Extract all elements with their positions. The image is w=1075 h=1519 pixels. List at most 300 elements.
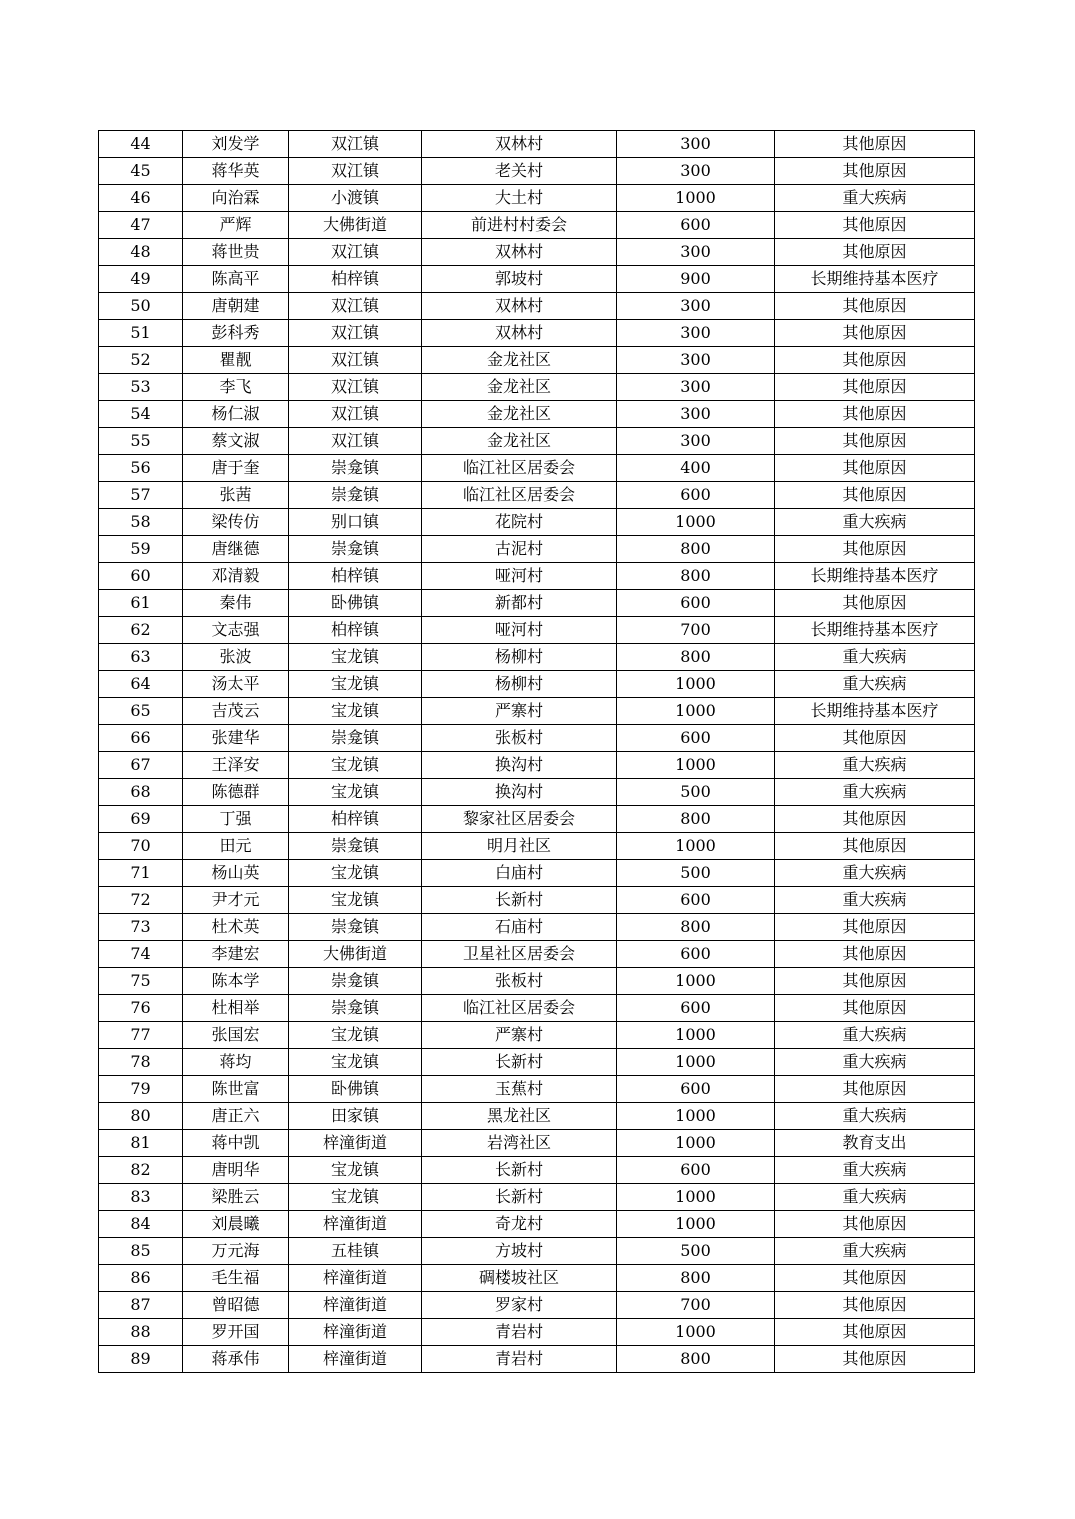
cell-index: 55	[99, 428, 183, 455]
cell-town: 崇龛镇	[289, 995, 422, 1022]
cell-town: 柏梓镇	[289, 266, 422, 293]
cell-name: 蒋世贵	[183, 239, 289, 266]
cell-reason: 重大疾病	[775, 1049, 975, 1076]
cell-village: 卫星社区居委会	[422, 941, 617, 968]
cell-amount: 800	[617, 1346, 775, 1373]
cell-index: 71	[99, 860, 183, 887]
table-row	[99, 347, 975, 374]
cell-amount: 1000	[617, 752, 775, 779]
cell-name: 刘发学	[183, 131, 289, 158]
cell-name: 刘晨曦	[183, 1211, 289, 1238]
cell-village: 双林村	[422, 239, 617, 266]
cell-name: 文志强	[183, 617, 289, 644]
cell-amount: 600	[617, 1076, 775, 1103]
cell-amount: 300	[617, 131, 775, 158]
cell-name: 罗开国	[183, 1319, 289, 1346]
table-row	[99, 131, 975, 158]
cell-name: 向治霖	[183, 185, 289, 212]
cell-name: 毛生福	[183, 1265, 289, 1292]
cell-amount: 1000	[617, 833, 775, 860]
cell-amount: 700	[617, 617, 775, 644]
cell-name: 瞿靓	[183, 347, 289, 374]
table-row	[99, 185, 975, 212]
cell-reason: 其他原因	[775, 833, 975, 860]
cell-reason: 其他原因	[775, 347, 975, 374]
cell-village: 白庙村	[422, 860, 617, 887]
cell-village: 罗家村	[422, 1292, 617, 1319]
cell-town: 双江镇	[289, 320, 422, 347]
cell-name: 汤太平	[183, 671, 289, 698]
cell-reason: 其他原因	[775, 806, 975, 833]
cell-village: 青岩村	[422, 1319, 617, 1346]
cell-village: 双林村	[422, 320, 617, 347]
cell-town: 小渡镇	[289, 185, 422, 212]
cell-town: 五桂镇	[289, 1238, 422, 1265]
cell-reason: 其他原因	[775, 1319, 975, 1346]
cell-village: 方坡村	[422, 1238, 617, 1265]
cell-reason: 长期维持基本医疗	[775, 617, 975, 644]
cell-amount: 300	[617, 239, 775, 266]
cell-index: 88	[99, 1319, 183, 1346]
cell-name: 蒋华英	[183, 158, 289, 185]
cell-name: 梁传仿	[183, 509, 289, 536]
cell-name: 杨山英	[183, 860, 289, 887]
cell-town: 别口镇	[289, 509, 422, 536]
cell-amount: 600	[617, 725, 775, 752]
cell-amount: 300	[617, 347, 775, 374]
cell-town: 大佛街道	[289, 941, 422, 968]
cell-name: 万元海	[183, 1238, 289, 1265]
table-row	[99, 752, 975, 779]
table-row	[99, 968, 975, 995]
table-row	[99, 617, 975, 644]
table-row	[99, 212, 975, 239]
table-row	[99, 860, 975, 887]
cell-amount: 1000	[617, 671, 775, 698]
cell-town: 崇龛镇	[289, 455, 422, 482]
cell-town: 双江镇	[289, 428, 422, 455]
cell-reason: 其他原因	[775, 941, 975, 968]
table-row	[99, 536, 975, 563]
table-row	[99, 1319, 975, 1346]
cell-town: 柏梓镇	[289, 806, 422, 833]
cell-amount: 300	[617, 428, 775, 455]
cell-amount: 600	[617, 1157, 775, 1184]
cell-village: 哑河村	[422, 617, 617, 644]
table-row	[99, 725, 975, 752]
cell-village: 古泥村	[422, 536, 617, 563]
cell-index: 70	[99, 833, 183, 860]
cell-reason: 长期维持基本医疗	[775, 698, 975, 725]
cell-amount: 300	[617, 158, 775, 185]
cell-village: 青岩村	[422, 1346, 617, 1373]
cell-index: 64	[99, 671, 183, 698]
table-row	[99, 1292, 975, 1319]
cell-village: 双林村	[422, 293, 617, 320]
cell-index: 48	[99, 239, 183, 266]
cell-index: 50	[99, 293, 183, 320]
cell-index: 76	[99, 995, 183, 1022]
cell-index: 46	[99, 185, 183, 212]
cell-amount: 1000	[617, 968, 775, 995]
table-row	[99, 995, 975, 1022]
cell-amount: 600	[617, 590, 775, 617]
cell-amount: 1000	[617, 185, 775, 212]
cell-reason: 重大疾病	[775, 860, 975, 887]
cell-town: 崇龛镇	[289, 725, 422, 752]
cell-index: 49	[99, 266, 183, 293]
table-row	[99, 1130, 975, 1157]
cell-name: 张国宏	[183, 1022, 289, 1049]
cell-name: 李建宏	[183, 941, 289, 968]
cell-reason: 其他原因	[775, 239, 975, 266]
cell-village: 前进村村委会	[422, 212, 617, 239]
cell-town: 田家镇	[289, 1103, 422, 1130]
cell-name: 唐于奎	[183, 455, 289, 482]
cell-reason: 重大疾病	[775, 671, 975, 698]
cell-reason: 重大疾病	[775, 1184, 975, 1211]
cell-reason: 其他原因	[775, 212, 975, 239]
table-row	[99, 887, 975, 914]
cell-name: 张茜	[183, 482, 289, 509]
cell-amount: 1000	[617, 1211, 775, 1238]
cell-amount: 700	[617, 1292, 775, 1319]
cell-name: 曾昭德	[183, 1292, 289, 1319]
cell-amount: 1000	[617, 1103, 775, 1130]
cell-index: 84	[99, 1211, 183, 1238]
cell-amount: 800	[617, 1265, 775, 1292]
cell-town: 宝龙镇	[289, 1049, 422, 1076]
cell-reason: 其他原因	[775, 374, 975, 401]
cell-reason: 其他原因	[775, 968, 975, 995]
cell-town: 崇龛镇	[289, 914, 422, 941]
cell-name: 蒋承伟	[183, 1346, 289, 1373]
table-row	[99, 266, 975, 293]
cell-village: 金龙社区	[422, 374, 617, 401]
cell-village: 金龙社区	[422, 428, 617, 455]
table-row	[99, 806, 975, 833]
cell-town: 宝龙镇	[289, 1184, 422, 1211]
cell-village: 黎家社区居委会	[422, 806, 617, 833]
cell-town: 宝龙镇	[289, 1022, 422, 1049]
cell-amount: 1000	[617, 1319, 775, 1346]
table-row	[99, 698, 975, 725]
cell-amount: 1000	[617, 1049, 775, 1076]
table-row	[99, 1184, 975, 1211]
table-row	[99, 671, 975, 698]
cell-amount: 800	[617, 563, 775, 590]
table-row	[99, 320, 975, 347]
cell-reason: 其他原因	[775, 1292, 975, 1319]
cell-reason: 重大疾病	[775, 1022, 975, 1049]
cell-index: 53	[99, 374, 183, 401]
cell-amount: 300	[617, 293, 775, 320]
cell-village: 新都村	[422, 590, 617, 617]
cell-index: 62	[99, 617, 183, 644]
table-row	[99, 374, 975, 401]
table-row	[99, 1157, 975, 1184]
cell-amount: 500	[617, 860, 775, 887]
cell-reason: 其他原因	[775, 914, 975, 941]
cell-amount: 500	[617, 779, 775, 806]
table-row	[99, 1076, 975, 1103]
table-row	[99, 1103, 975, 1130]
cell-index: 80	[99, 1103, 183, 1130]
cell-village: 临江社区居委会	[422, 482, 617, 509]
cell-index: 59	[99, 536, 183, 563]
cell-reason: 重大疾病	[775, 644, 975, 671]
cell-reason: 其他原因	[775, 590, 975, 617]
cell-amount: 900	[617, 266, 775, 293]
cell-name: 陈德群	[183, 779, 289, 806]
table-row	[99, 1346, 975, 1373]
cell-amount: 1000	[617, 509, 775, 536]
cell-name: 蒋中凯	[183, 1130, 289, 1157]
cell-reason: 其他原因	[775, 428, 975, 455]
cell-town: 卧佛镇	[289, 1076, 422, 1103]
cell-index: 86	[99, 1265, 183, 1292]
cell-index: 79	[99, 1076, 183, 1103]
table-row	[99, 1211, 975, 1238]
cell-village: 杨柳村	[422, 671, 617, 698]
cell-village: 杨柳村	[422, 644, 617, 671]
cell-village: 岩湾社区	[422, 1130, 617, 1157]
cell-village: 长新村	[422, 887, 617, 914]
cell-name: 严辉	[183, 212, 289, 239]
cell-index: 78	[99, 1049, 183, 1076]
cell-name: 陈世富	[183, 1076, 289, 1103]
cell-index: 89	[99, 1346, 183, 1373]
cell-amount: 600	[617, 995, 775, 1022]
table-row	[99, 914, 975, 941]
cell-reason: 重大疾病	[775, 752, 975, 779]
cell-name: 蒋均	[183, 1049, 289, 1076]
cell-village: 奇龙村	[422, 1211, 617, 1238]
cell-town: 双江镇	[289, 374, 422, 401]
cell-index: 51	[99, 320, 183, 347]
table-row	[99, 293, 975, 320]
cell-index: 68	[99, 779, 183, 806]
cell-amount: 1000	[617, 698, 775, 725]
cell-town: 梓潼街道	[289, 1346, 422, 1373]
cell-town: 崇龛镇	[289, 536, 422, 563]
cell-town: 梓潼街道	[289, 1265, 422, 1292]
cell-reason: 重大疾病	[775, 509, 975, 536]
cell-index: 45	[99, 158, 183, 185]
cell-name: 蔡文淑	[183, 428, 289, 455]
cell-town: 双江镇	[289, 239, 422, 266]
table-row	[99, 509, 975, 536]
cell-name: 田元	[183, 833, 289, 860]
cell-name: 秦伟	[183, 590, 289, 617]
cell-name: 杜术英	[183, 914, 289, 941]
cell-village: 石庙村	[422, 914, 617, 941]
cell-town: 宝龙镇	[289, 698, 422, 725]
cell-town: 柏梓镇	[289, 617, 422, 644]
cell-reason: 其他原因	[775, 725, 975, 752]
cell-town: 宝龙镇	[289, 671, 422, 698]
cell-index: 81	[99, 1130, 183, 1157]
table-row	[99, 1022, 975, 1049]
cell-name: 王泽安	[183, 752, 289, 779]
cell-reason: 其他原因	[775, 293, 975, 320]
cell-reason: 长期维持基本医疗	[775, 563, 975, 590]
cell-town: 梓潼街道	[289, 1130, 422, 1157]
cell-reason: 教育支出	[775, 1130, 975, 1157]
cell-village: 黑龙社区	[422, 1103, 617, 1130]
cell-index: 85	[99, 1238, 183, 1265]
cell-reason: 其他原因	[775, 482, 975, 509]
cell-town: 崇龛镇	[289, 833, 422, 860]
cell-name: 唐明华	[183, 1157, 289, 1184]
cell-village: 花院村	[422, 509, 617, 536]
cell-town: 大佛街道	[289, 212, 422, 239]
cell-town: 双江镇	[289, 401, 422, 428]
cell-village: 换沟村	[422, 752, 617, 779]
cell-index: 60	[99, 563, 183, 590]
table-row	[99, 455, 975, 482]
cell-index: 47	[99, 212, 183, 239]
cell-town: 宝龙镇	[289, 1157, 422, 1184]
cell-index: 54	[99, 401, 183, 428]
cell-name: 张建华	[183, 725, 289, 752]
table-row	[99, 941, 975, 968]
cell-village: 临江社区居委会	[422, 455, 617, 482]
cell-index: 61	[99, 590, 183, 617]
cell-town: 梓潼街道	[289, 1292, 422, 1319]
cell-index: 65	[99, 698, 183, 725]
cell-town: 双江镇	[289, 293, 422, 320]
cell-name: 尹才元	[183, 887, 289, 914]
cell-amount: 1000	[617, 1022, 775, 1049]
cell-town: 宝龙镇	[289, 887, 422, 914]
cell-reason: 其他原因	[775, 995, 975, 1022]
cell-reason: 其他原因	[775, 131, 975, 158]
cell-name: 张波	[183, 644, 289, 671]
table-row	[99, 1049, 975, 1076]
cell-index: 52	[99, 347, 183, 374]
cell-index: 44	[99, 131, 183, 158]
cell-index: 72	[99, 887, 183, 914]
cell-reason: 重大疾病	[775, 1238, 975, 1265]
cell-town: 宝龙镇	[289, 860, 422, 887]
cell-village: 碉楼坡社区	[422, 1265, 617, 1292]
cell-village: 临江社区居委会	[422, 995, 617, 1022]
cell-amount: 600	[617, 887, 775, 914]
cell-village: 双林村	[422, 131, 617, 158]
cell-reason: 其他原因	[775, 455, 975, 482]
cell-amount: 300	[617, 374, 775, 401]
cell-reason: 长期维持基本医疗	[775, 266, 975, 293]
cell-village: 金龙社区	[422, 401, 617, 428]
cell-amount: 300	[617, 401, 775, 428]
cell-village: 张板村	[422, 725, 617, 752]
cell-index: 57	[99, 482, 183, 509]
cell-name: 吉茂云	[183, 698, 289, 725]
cell-village: 郭坡村	[422, 266, 617, 293]
cell-amount: 600	[617, 941, 775, 968]
cell-name: 梁胜云	[183, 1184, 289, 1211]
cell-index: 82	[99, 1157, 183, 1184]
cell-town: 双江镇	[289, 347, 422, 374]
cell-village: 换沟村	[422, 779, 617, 806]
cell-reason: 重大疾病	[775, 185, 975, 212]
cell-reason: 其他原因	[775, 1211, 975, 1238]
cell-index: 63	[99, 644, 183, 671]
cell-village: 长新村	[422, 1184, 617, 1211]
cell-reason: 其他原因	[775, 401, 975, 428]
cell-name: 陈本学	[183, 968, 289, 995]
relief-table	[98, 130, 975, 1373]
cell-index: 74	[99, 941, 183, 968]
cell-village: 张板村	[422, 968, 617, 995]
cell-reason: 其他原因	[775, 158, 975, 185]
cell-index: 77	[99, 1022, 183, 1049]
cell-index: 73	[99, 914, 183, 941]
cell-town: 梓潼街道	[289, 1319, 422, 1346]
cell-town: 卧佛镇	[289, 590, 422, 617]
cell-village: 老关村	[422, 158, 617, 185]
cell-amount: 800	[617, 806, 775, 833]
cell-index: 56	[99, 455, 183, 482]
cell-town: 双江镇	[289, 158, 422, 185]
cell-reason: 其他原因	[775, 1346, 975, 1373]
table-row	[99, 1238, 975, 1265]
cell-name: 杜相举	[183, 995, 289, 1022]
cell-town: 宝龙镇	[289, 752, 422, 779]
cell-name: 唐朝建	[183, 293, 289, 320]
cell-amount: 800	[617, 644, 775, 671]
cell-amount: 500	[617, 1238, 775, 1265]
cell-index: 83	[99, 1184, 183, 1211]
cell-village: 严寨村	[422, 1022, 617, 1049]
cell-village: 明月社区	[422, 833, 617, 860]
cell-amount: 600	[617, 482, 775, 509]
table-row	[99, 833, 975, 860]
table-row	[99, 644, 975, 671]
cell-name: 杨仁淑	[183, 401, 289, 428]
cell-reason: 其他原因	[775, 1076, 975, 1103]
cell-town: 双江镇	[289, 131, 422, 158]
cell-name: 陈高平	[183, 266, 289, 293]
cell-reason: 其他原因	[775, 536, 975, 563]
cell-amount: 300	[617, 320, 775, 347]
cell-town: 崇龛镇	[289, 482, 422, 509]
table-row	[99, 428, 975, 455]
cell-index: 69	[99, 806, 183, 833]
cell-index: 87	[99, 1292, 183, 1319]
cell-index: 67	[99, 752, 183, 779]
cell-amount: 1000	[617, 1130, 775, 1157]
cell-reason: 重大疾病	[775, 1103, 975, 1130]
cell-village: 哑河村	[422, 563, 617, 590]
cell-town: 柏梓镇	[289, 563, 422, 590]
cell-village: 玉蕉村	[422, 1076, 617, 1103]
table-row	[99, 1265, 975, 1292]
cell-reason: 重大疾病	[775, 779, 975, 806]
cell-village: 严寨村	[422, 698, 617, 725]
cell-town: 宝龙镇	[289, 644, 422, 671]
cell-amount: 800	[617, 914, 775, 941]
cell-village: 长新村	[422, 1157, 617, 1184]
cell-name: 邓清毅	[183, 563, 289, 590]
cell-amount: 600	[617, 212, 775, 239]
table-row	[99, 239, 975, 266]
cell-village: 大土村	[422, 185, 617, 212]
cell-town: 宝龙镇	[289, 779, 422, 806]
cell-index: 75	[99, 968, 183, 995]
cell-town: 梓潼街道	[289, 1211, 422, 1238]
